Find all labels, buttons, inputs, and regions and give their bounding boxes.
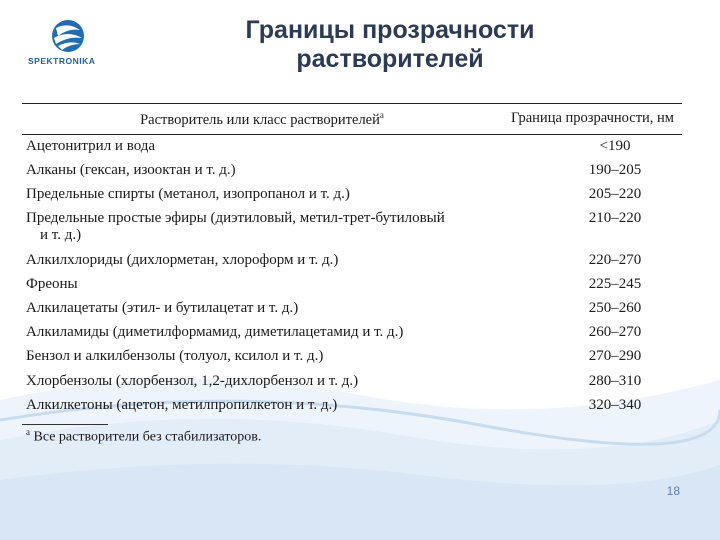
table-header [22, 104, 682, 134]
footnote-mark: а [26, 427, 30, 437]
table-row: Ацетонитрил и вода <190 [26, 137, 631, 154]
title-line-2: растворителей [296, 45, 484, 73]
table-row: Алкиламиды (диметилформамид, диметилацетамид и т. д.) 260–270 [26, 324, 642, 341]
page-number: 18 [666, 484, 680, 498]
table-row: Алкилкетоны (ацетон, метилпропилкетон и т. д.) 320–340 [26, 396, 642, 413]
title-line-1: Границы прозрачности [245, 16, 535, 44]
header-solvent: Растворитель или класс растворителей$^а$ [140, 110, 384, 128]
table-row: Алкилхлориды (дихлорметан, хлороформ и т. д.) 220–270 [26, 251, 642, 268]
table-row: Алкилацетаты (этил- и бутилацетат и т. д.) 250–260 [26, 299, 642, 316]
logo-text: SPEKTRONIKA [28, 56, 96, 66]
table-row: Алканы (гексан, изооктан и т. д.) 190–205 [26, 162, 642, 179]
table-row: Предельные простые эфиры (диэтиловый, метил-трет-бутиловый и т. д.) 210–220 [26, 210, 642, 244]
table-row: Предельные спирты (метанол, изопропанол и т. д.) 205–220 [26, 186, 642, 203]
table-row: Фреоны 225–245 [26, 275, 642, 292]
table-body [22, 135, 682, 414]
page-title [190, 16, 590, 74]
header-note-mark: а [379, 110, 384, 120]
solvent-table [22, 103, 682, 421]
footnote: $^а$ Все растворители без стабилизаторов. [26, 427, 262, 445]
table-row: Бензол и алкилбензолы (толуол, ксилол и т. д.) 270–290 [26, 348, 642, 365]
footnote-rule [22, 424, 108, 425]
header-limit: Граница прозрачности, нм [511, 110, 674, 126]
table-row: Хлорбензолы (хлорбензол, 1,2-дихлорбензол и т. д.) 280–310 [26, 372, 642, 389]
